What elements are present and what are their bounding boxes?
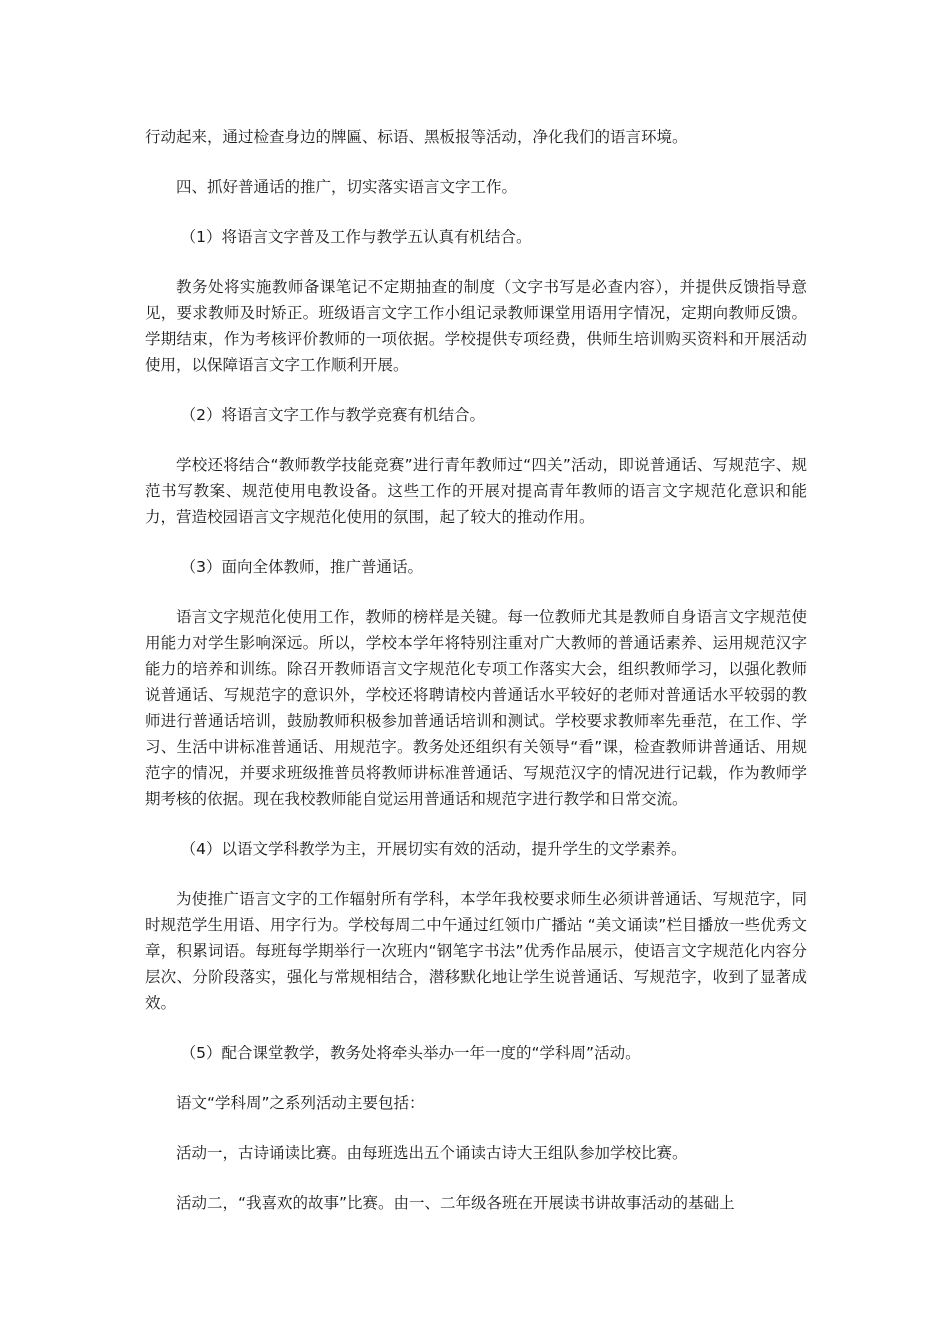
item-heading-3: （3）面向全体教师，推广普通话。 bbox=[180, 558, 424, 576]
activity-two: 活动二，“我喜欢的故事”比赛。由一、二年级各班在开展读书讲故事活动的基础上 bbox=[176, 1194, 735, 1212]
paragraph-item-4: 为使推广语言文字的工作辐射所有学科，本学年我校要求师生必须讲普通话、写规范字，同时规范学生用语、用字行为。学校每周二中午通过红领巾广播站 “美文诵读”栏目播放一些优秀文章，积累词语。每班每学期举行一次班内“钢笔字书法”优秀作品展示，使语言文字规范化内容分层次、分阶段落实，强化与常规相结合，潜移默化地让学生说普通话、写规范字，收到了显著成效。 bbox=[145, 890, 807, 1012]
paragraph-continuation: 行动起来，通过检查身边的牌匾、标语、黑板报等活动，净化我们的语言环境。 bbox=[145, 128, 688, 146]
item-heading-5: （5）配合课堂教学，教务处将牵头举办一年一度的“学科周”活动。 bbox=[180, 1044, 641, 1062]
item-heading-2: （2）将语言文字工作与教学竞赛有机结合。 bbox=[180, 406, 486, 424]
paragraph-item-3: 语言文字规范化使用工作，教师的榜样是关键。每一位教师尤其是教师自身语言文字规范使用能力对学生影响深远。所以，学校本学年将特别注重对广大教师的普通话素养、运用规范汉字能力的培养和训练。除召开教师语言文字规范化专项工作落实大会，组织教师学习，以强化教师说普通话、写规范字的意识外，学校还将聘请校内普通话水平较好的老师对普通话水平较弱的教师进行普通话培训，鼓励教师积极参加普通话培训和测试。学校要求教师率先垂范，在工作、学习、生活中讲标准普通话、用规范字。教务处还组织有关领导“看”课，检查教师讲普通话、用规范字的情况，并要求班级推普员将教师讲标准普通话、写规范汉字的情况进行记载，作为教师学期考核的依据。现在我校教师能自觉运用普通话和规范字进行教学和日常交流。 bbox=[145, 608, 807, 808]
item-heading-1: （1）将语言文字普及工作与教学五认真有机结合。 bbox=[180, 228, 532, 246]
paragraph-item-1: 教务处将实施教师备课笔记不定期抽查的制度（文字书写是必查内容），并提供反馈指导意见，要求教师及时矫正。班级语言文字工作小组记录教师课堂用语用字情况，定期向教师反馈。学期结束，作为考核评价教师的一项依据。学校提供专项经费，供师生培训购买资料和开展活动使用，以保障语言文字工作顺利开展。 bbox=[145, 278, 807, 374]
document-body bbox=[145, 124, 807, 1216]
section-heading-four: 四、抓好普通话的推广，切实落实语言文字工作。 bbox=[176, 178, 518, 196]
paragraph-subject-week: 语文“学科周”之系列活动主要包括： bbox=[176, 1094, 425, 1112]
paragraph-item-2: 学校还将结合“教师教学技能竞赛”进行青年教师过“四关”活动，即说普通话、写规范字、规范书写教案、规范使用电教设备。这些工作的开展对提高青年教师的语言文字规范化意识和能力，营造校园语言文字规范化使用的氛围，起了较大的推动作用。 bbox=[145, 456, 807, 526]
activity-one: 活动一，古诗诵读比赛。由每班选出五个诵读古诗大王组队参加学校比赛。 bbox=[176, 1144, 688, 1162]
item-heading-4: （4）以语文学科教学为主，开展切实有效的活动，提升学生的文学素养。 bbox=[180, 840, 687, 858]
